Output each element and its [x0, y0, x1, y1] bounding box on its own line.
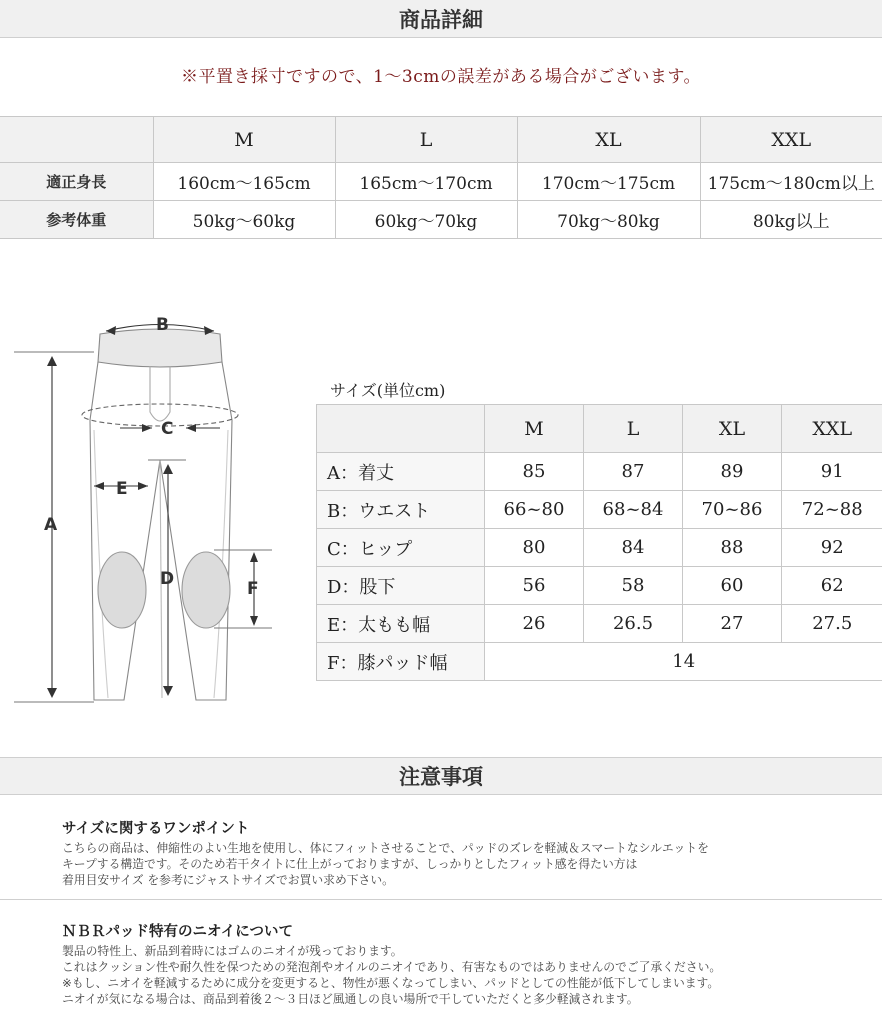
row-label-hip: C：ヒップ [317, 529, 485, 567]
table-corner-cell [0, 117, 153, 163]
note-size-tip [62, 817, 842, 888]
table-cell: 26 [485, 605, 584, 643]
table-cell: 70~86 [683, 491, 782, 529]
note-line: こちらの商品は、伸縮性のよい生地を使用し、体にフィットさせることで、パッドのズレを軽減＆スマートなシルエットを [62, 841, 709, 855]
table-cell: 66~80 [485, 491, 584, 529]
table-cell: 92 [782, 529, 882, 567]
pants-measurement-diagram [10, 300, 310, 720]
table-cell: 50kg～60kg [153, 201, 335, 239]
measurement-table [316, 404, 882, 681]
table-cell: 27 [683, 605, 782, 643]
table-row [317, 491, 882, 529]
divider [0, 899, 882, 900]
label-b: B [156, 315, 169, 335]
table-cell-merged: 14 [485, 643, 882, 681]
size-header-xl: XL [683, 405, 782, 453]
table-cell: 89 [683, 453, 782, 491]
note-line: キープする構造です。そのため若干タイトに仕上がっておりますが、しっかりとしたフィット感を得たい方は [62, 857, 638, 871]
table-cell: 170cm～175cm [517, 163, 700, 201]
label-a: A [44, 515, 58, 535]
table-cell: 80 [485, 529, 584, 567]
measurement-caption: サイズ(単位cm) [330, 381, 446, 400]
size-header-l: L [335, 117, 517, 163]
table-cell: 68~84 [584, 491, 683, 529]
size-header-m: M [485, 405, 584, 453]
table-cell: 58 [584, 567, 683, 605]
row-label-waist: B：ウエスト [317, 491, 485, 529]
table-row-weight [0, 201, 882, 239]
table-cell: 27.5 [782, 605, 882, 643]
size-header-m: M [153, 117, 335, 163]
label-e: E [116, 479, 128, 499]
measurement-notice: ※平置き採寸ですので、1～3cmの誤差がある場合がございます。 [180, 67, 702, 87]
note-title: サイズに関するワンポイント [62, 821, 250, 837]
row-label-height: 適正身長 [0, 163, 153, 201]
table-header-row [317, 405, 882, 453]
note-nbr-odor [62, 920, 842, 1007]
table-cell: 84 [584, 529, 683, 567]
table-cell: 175cm～180cm以上 [700, 163, 882, 201]
table-cell: 87 [584, 453, 683, 491]
table-row [317, 643, 882, 681]
note-line: 着用目安サイズ を参考にジャストサイズでお買い求め下さい。 [62, 873, 394, 887]
table-cell: 72~88 [782, 491, 882, 529]
table-cell: 85 [485, 453, 584, 491]
table-row [317, 453, 882, 491]
table-cell: 62 [782, 567, 882, 605]
table-cell: 56 [485, 567, 584, 605]
label-c: C [161, 419, 174, 439]
table-cell: 165cm～170cm [335, 163, 517, 201]
row-label-knee-pad: F：膝パッド幅 [317, 643, 485, 681]
row-label-weight: 参考体重 [0, 201, 153, 239]
table-row [317, 567, 882, 605]
table-row [317, 529, 882, 567]
table-cell: 88 [683, 529, 782, 567]
size-header-l: L [584, 405, 683, 453]
table-cell: 80kg以上 [700, 201, 882, 239]
table-cell: 60kg～70kg [335, 201, 517, 239]
size-header-xl: XL [517, 117, 700, 163]
note-title: ＮＢＲパッド特有のニオイについて [62, 924, 293, 940]
note-line: 製品の特性上、新品到着時にはゴムのニオイが残っております。 [62, 944, 403, 958]
table-cell: 60 [683, 567, 782, 605]
note-line: ニオイが気になる場合は、商品到着後２～３日ほど風通しの良い場所で干していただくと多少軽減されます。 [62, 992, 639, 1006]
label-d: D [160, 569, 175, 589]
size-header-xxl: XXL [700, 117, 882, 163]
section-title-notes: 注意事項 [0, 757, 882, 795]
table-header-row [0, 117, 882, 163]
table-cell: 26.5 [584, 605, 683, 643]
row-label-length: A：着丈 [317, 453, 485, 491]
note-line: ※もし、ニオイを軽減するために成分を変更すると、物性が悪くなってしまい、パッドとしての性能が低下してしまいます。 [62, 976, 720, 990]
size-recommendation-table [0, 116, 882, 239]
row-label-inseam: D：股下 [317, 567, 485, 605]
table-corner-cell [317, 405, 485, 453]
row-label-thigh: E：太もも幅 [317, 605, 485, 643]
table-row-height [0, 163, 882, 201]
note-line: これはクッション性や耐久性を保つための発泡剤やオイルのニオイであり、有害なものではありませんのでご了承ください。 [62, 960, 722, 974]
section-title-detail: 商品詳細 [0, 0, 882, 38]
table-cell: 91 [782, 453, 882, 491]
label-f: F [247, 579, 259, 599]
table-cell: 160cm～165cm [153, 163, 335, 201]
table-row [317, 605, 882, 643]
size-header-xxl: XXL [782, 405, 882, 453]
table-cell: 70kg～80kg [517, 201, 700, 239]
